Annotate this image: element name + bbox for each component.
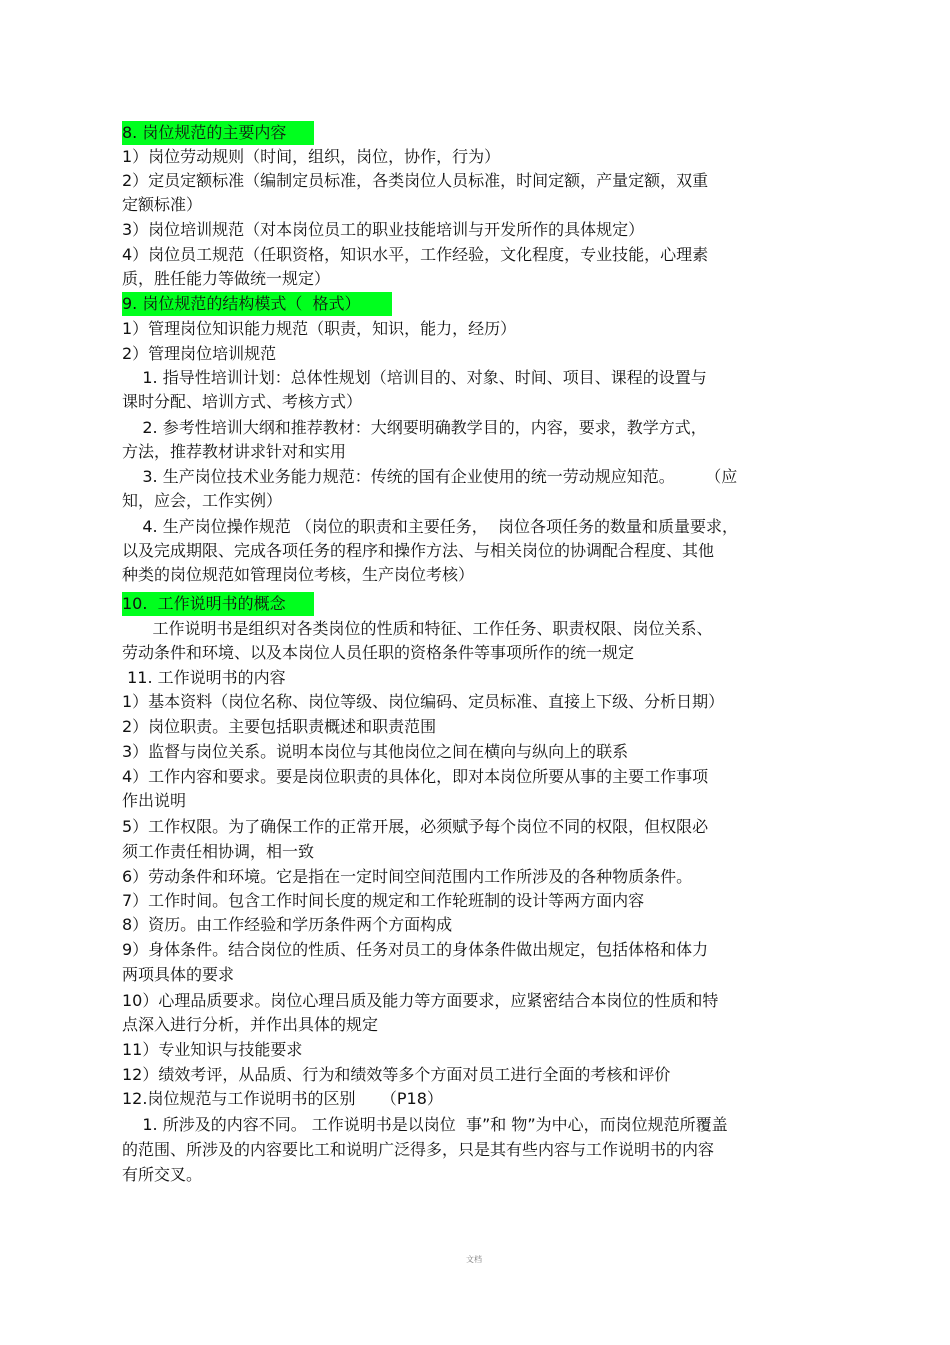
text-line: 1）岗位劳动规则（时间，组织，岗位，协作，行为） xyxy=(122,147,501,166)
text-line: 作出说明 xyxy=(122,791,187,810)
text-line: 10）心理品质要求。岗位心理吕质及能力等方面要求，应紧密结合本岗位的性质和特 xyxy=(122,991,719,1010)
text-line: 11）专业知识与技能要求 xyxy=(122,1040,303,1059)
page-footer: 文档 xyxy=(466,1255,482,1264)
text-line: 有所交叉。 xyxy=(122,1165,203,1184)
text-line: 4. 生产岗位操作规范 （岗位的职责和主要任务， 岗位各项任务的数量和质量要求， xyxy=(122,517,738,536)
text-line: 1. 所涉及的内容不同。 工作说明书是以岗位 事”和 物”为中心，而岗位规范所覆盖 xyxy=(122,1115,728,1134)
text-line: 2）定员定额标准（编制定员标准，各类岗位人员标准，时间定额，产量定额，双重 xyxy=(122,171,709,190)
text-line: 2. 参考性培训大纲和推荐教材：大纲要明确教学目的，内容，要求，教学方式， xyxy=(122,418,707,437)
text-line: 11. 工作说明书的内容 xyxy=(122,668,286,687)
text-line: 须工作责任相协调，相一致 xyxy=(122,842,315,861)
text-line: 1）基本资料（岗位名称、岗位等级、岗位编码、定员标准、直接上下级、分析日期） xyxy=(122,692,725,711)
text-line: 3. 生产岗位技术业务能力规范：传统的国有企业使用的统一劳动规应知范。 （应 xyxy=(122,467,738,486)
text-line: 质，胜任能力等做统一规定） xyxy=(122,269,331,288)
text-line: 5）工作权限。为了确保工作的正常开展，必须赋予每个岗位不同的权限，但权限必 xyxy=(122,817,709,836)
text-line: 2）岗位职责。主要包括职责概述和职责范围 xyxy=(122,717,437,736)
section-heading: 10. 工作说明书的概念 xyxy=(122,592,314,616)
text-line: 知，应会，工作实例） xyxy=(122,491,283,510)
text-line: 1）管理岗位知识能力规范（职责，知识，能力，经历） xyxy=(122,319,517,338)
text-line: 12）绩效考评，从品质、行为和绩效等多个方面对员工进行全面的考核和评价 xyxy=(122,1065,671,1084)
text-line: 1. 指导性培训计划：总体性规划（培训目的、对象、时间、项目、课程的设置与 xyxy=(122,368,707,387)
text-line: 6）劳动条件和环境。它是指在一定时间空间范围内工作所涉及的各种物质条件。 xyxy=(122,867,693,886)
text-line: 4）工作内容和要求。要是岗位职责的具体化，即对本岗位所要从事的主要工作事项 xyxy=(122,767,709,786)
text-line: 3）岗位培训规范（对本岗位员工的职业技能培训与开发所作的具体规定） xyxy=(122,220,645,239)
text-line: 以及完成期限、完成各项任务的程序和操作方法、与相关岗位的协调配合程度、其他 xyxy=(122,541,715,560)
text-line: 4）岗位员工规范（任职资格，知识水平，工作经验，文化程度，专业技能，心理素 xyxy=(122,245,709,264)
text-line: 方法，推荐教材讲求针对和实用 xyxy=(122,442,347,461)
text-line: 劳动条件和环境、以及本岗位人员任职的资格条件等事项所作的统一规定 xyxy=(122,643,635,662)
text-line: 2）管理岗位培训规范 xyxy=(122,344,277,363)
text-line: 12.岗位规范与工作说明书的区别 （P18） xyxy=(122,1089,443,1108)
text-line: 8）资历。由工作经验和学历条件两个方面构成 xyxy=(122,915,453,934)
text-line: 的范围、所涉及的内容要比工和说明广泛得多，只是其有些内容与工作说明书的内容 xyxy=(122,1140,715,1159)
section-heading: 9. 岗位规范的结构模式（ 格式） xyxy=(122,292,392,316)
text-line: 工作说明书是组织对各类岗位的性质和特征、工作任务、职责权限、岗位关系、 xyxy=(122,619,713,638)
text-line: 两项具体的要求 xyxy=(122,965,235,984)
text-line: 种类的岗位规范如管理岗位考核，生产岗位考核） xyxy=(122,565,475,584)
text-line: 7）工作时间。包含工作时间长度的规定和工作轮班制的设计等两方面内容 xyxy=(122,891,645,910)
text-line: 9）身体条件。结合岗位的性质、任务对员工的身体条件做出规定，包括体格和体力 xyxy=(122,940,709,959)
section-heading: 8. 岗位规范的主要内容 xyxy=(122,121,314,145)
text-line: 定额标准） xyxy=(122,195,203,214)
text-line: 3）监督与岗位关系。说明本岗位与其他岗位之间在横向与纵向上的联系 xyxy=(122,742,629,761)
text-line: 点深入进行分析，并作出具体的规定 xyxy=(122,1015,379,1034)
text-line: 课时分配、培训方式、考核方式） xyxy=(122,392,363,411)
